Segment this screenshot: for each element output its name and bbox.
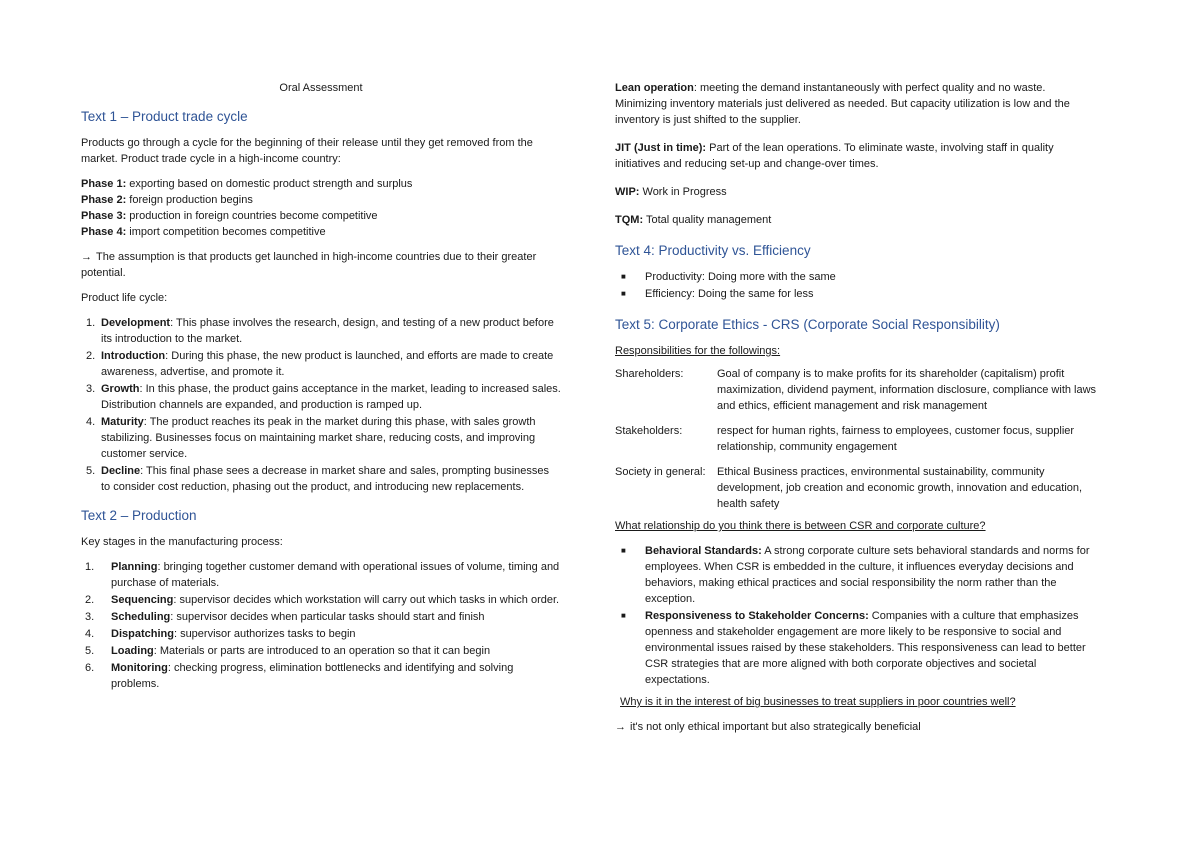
list-item: 4. Maturity: The product reaches its peak in the market during this phase, with sales growth stabilizing. Businesses focus on maintaining market share, reducing costs, and improving customer service. (86, 416, 536, 460)
list-item: 3. Growth: In this phase, the product gains acceptance in the market, leading to increased sales. Distribution channels are expanded, and production is ramped up. (86, 383, 561, 411)
phase-item: Phase 3: production in foreign countries become competitive (81, 210, 378, 222)
text2-intro: Key stages in the manufacturing process: (81, 536, 283, 548)
phase-item: Phase 1: exporting based on domestic product strength and surplus (81, 178, 413, 190)
bullet-icon: ■ (621, 289, 626, 298)
list-item: 1. Planning: bringing together customer demand with operational issues of volume, timing and purchase of materials. (85, 561, 560, 589)
question-csr-culture: What relationship do you think there is between CSR and corporate culture? (615, 520, 986, 532)
list-item: 3. Scheduling: supervisor decides when particular tasks should start and finish (85, 611, 485, 623)
text4-heading: Text 4: Productivity vs. Efficiency (615, 243, 811, 258)
plc-list (81, 315, 561, 495)
assumption-note: → The assumption is that products get launched in high-income countries due to their greater potential. (81, 251, 537, 279)
bullet-icon: ■ (621, 272, 626, 281)
resp-row-shareholders: Shareholders: Goal of company is to make profits for its shareholder (capitalism) profit maximization, dividend payment, information disclosure, compliance with laws and ethics, efficient management and risk management (615, 368, 1097, 412)
jit-para: JIT (Just in time): Part of the lean operations. To eliminate waste, involving staff in quality initiatives and reducing set-up and change-over times. (615, 142, 1054, 170)
list-item: 1. Development: This phase involves the research, design, and testing of a new product before its introduction to the market. (86, 317, 554, 345)
list-item: 4. Dispatching: supervisor authorizes tasks to begin (85, 628, 356, 640)
phase-list (81, 176, 561, 240)
right-column (615, 80, 1100, 744)
text2-heading: Text 2 – Production (81, 508, 197, 523)
bullet-icon: ■ (621, 611, 626, 620)
list-item: ■ Behavioral Standards: A strong corporate culture sets behavioral standards and norms for employees. When CSR is embedded in the culture, it influences everyday decisions and behaviors, making ethical practices and social responsibility the norm rather than the exception. (621, 545, 1090, 605)
stages-list (81, 559, 561, 692)
tqm-para: TQM: Total quality management (615, 214, 772, 226)
wip-para: WIP: Work in Progress (615, 186, 727, 198)
resp-row-stakeholders: Stakeholders: respect for human rights, fairness to employees, customer focus, supplier relationship, community engagement (615, 425, 1075, 453)
list-item: 2. Sequencing: supervisor decides which workstation will carry out which tasks in which order. (85, 594, 560, 606)
left-column (81, 80, 561, 698)
text1-heading: Text 1 – Product trade cycle (81, 109, 248, 124)
responsibilities-title: Responsibilities for the followings: (615, 345, 781, 357)
list-item: 2. Introduction: During this phase, the new product is launched, and efforts are made to create awareness, advertise, and promote it. (86, 350, 554, 378)
list-item: 5. Loading: Materials or parts are introduced to an operation so that it can begin (85, 645, 491, 657)
productivity-list (615, 269, 1100, 302)
phase-item: Phase 4: import competition becomes competitive (81, 226, 326, 238)
list-item: ■ Efficiency: Doing the same for less (621, 288, 814, 300)
list-item: 6. Monitoring: checking progress, elimination bottlenecks and identifying and solving problems. (85, 662, 514, 690)
list-item: ■ Responsiveness to Stakeholder Concerns: Companies with a culture that emphasizes openness and stakeholder engagement are more likely to be responsive to social and environmental issues raised by these stakeholders. This responsiveness can lead to better CSR strategies that are more aligned with both corporate objectives and societal expectations. (621, 610, 1086, 686)
text1-intro: Products go through a cycle for the beginning of their release until they get removed from the market. Product trade cycle in a high-income country: (81, 137, 533, 165)
list-item: 5. Decline: This final phase sees a decrease in market share and sales, prompting businesses to consider cost reduction, phasing out the product, and introducing new replacements. (86, 465, 549, 493)
arrow-right-icon: → (615, 721, 626, 733)
question-suppliers: Why is it in the interest of big businesses to treat suppliers in poor countries well? (620, 696, 1016, 708)
phase-item: Phase 2: foreign production begins (81, 194, 253, 206)
csr-answer-list (615, 543, 1100, 688)
text5-heading: Text 5: Corporate Ethics - CRS (Corporate Social Responsibility) (615, 317, 1000, 332)
bullet-icon: ■ (621, 546, 626, 555)
page-title: Oral Assessment (279, 82, 363, 94)
list-item: ■ Productivity: Doing more with the same (621, 271, 836, 283)
arrow-right-icon: → (81, 251, 92, 263)
resp-row-society: Society in general: Ethical Business practices, environmental sustainability, community development, job creation and economic growth, innovation and education, health safety (615, 466, 1083, 510)
lean-operation-para: Lean operation: meeting the demand instantaneously with perfect quality and no waste. Minimizing inventory materials just delivered as needed. But capacity utilization is low and the inventory is just shifted to the supplier. (615, 82, 1070, 126)
plc-title: Product life cycle: (81, 292, 168, 304)
answer-suppliers: → it's not only ethical important but also strategically beneficial (615, 721, 921, 733)
